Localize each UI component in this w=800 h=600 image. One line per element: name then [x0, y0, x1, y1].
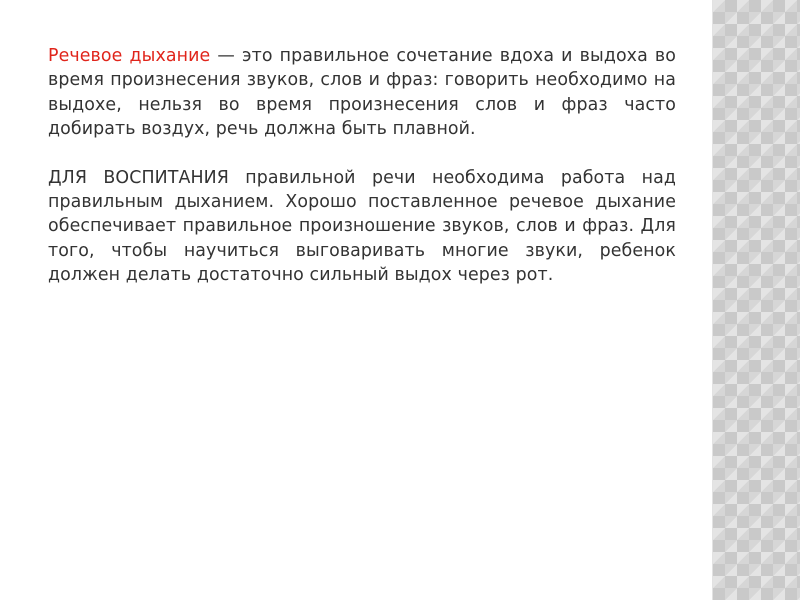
decorative-side-panel — [712, 0, 800, 600]
slide-content — [48, 44, 676, 288]
paragraph-education: ДЛЯ ВОСПИТАНИЯ правильной речи необходима работа над правильным дыханием. Хорошо поставленное речевое дыхание обеспечивает правильное произношение звуков, слов и фраз. Для того, чтобы научиться выговаривать многие звуки, ребенок должен делать достаточно сильный выдох через рот. — [48, 167, 676, 286]
term-highlight: Речевое дыхание — [48, 46, 211, 66]
paragraph-1-text: — это правильное сочетание вдоха и выдоха во время произнесения звуков, слов и фраз: говорить необходимо на выдохе, нельзя во время произнесения слов и фраз часто добирать воздух, речь должна быть плавной. — [48, 46, 676, 140]
paragraph-speech-breathing — [48, 44, 676, 142]
